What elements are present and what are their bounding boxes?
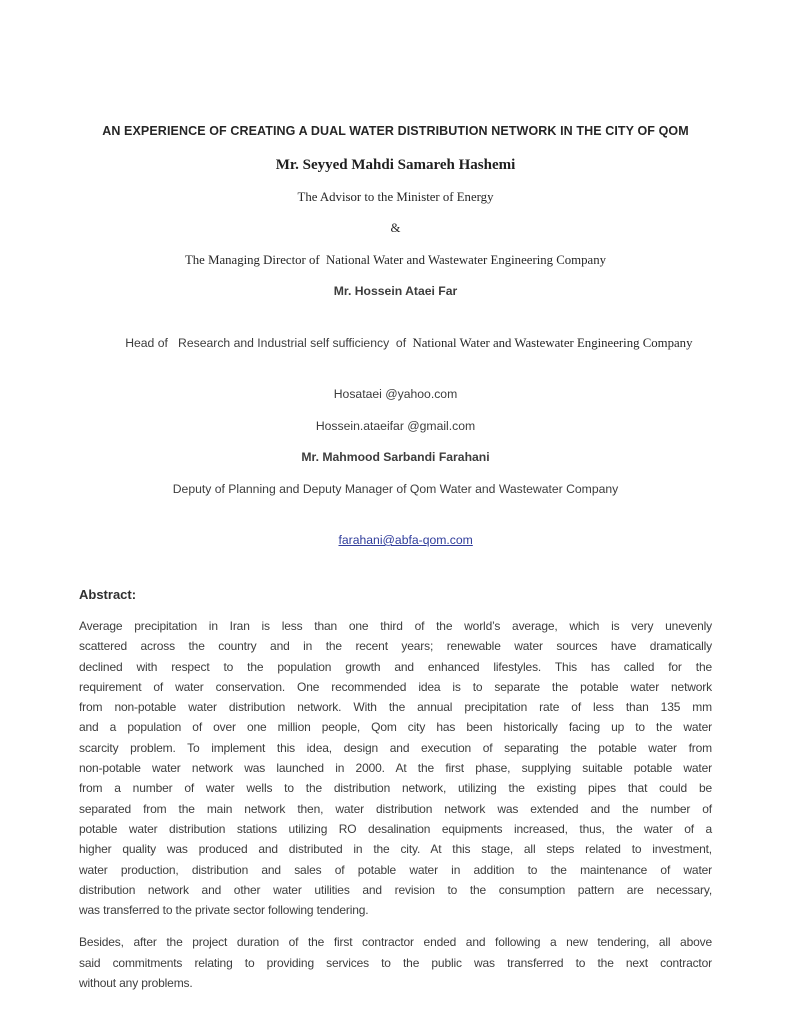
abstract-line: declined with respect to the population growth and enhanced lifestyles. This has called for the [79, 659, 712, 674]
author3-name: Mr. Mahmood Sarbandi Farahani [301, 450, 490, 464]
author1-name: Mr. Seyyed Mahdi Samareh Hashemi [275, 157, 516, 173]
abstract-line: requirement of water conservation. One recommended idea is to separate the potable water network [79, 679, 712, 694]
abstract-line: said commitments relating to providing services to the public was transferred to the next contractor [79, 955, 712, 970]
author2-email-gmail: Hossein.ataeifar @gmail.com [315, 418, 476, 433]
author2-role-line [79, 313, 712, 373]
abstract-line: scarcity problem. To implement this idea, design and execution of separating the potable water from [79, 740, 712, 755]
abstract-line: scattered across the country and in the recent years; renewable water sources have dramatically [79, 639, 712, 654]
abstract-line: without any problems. [79, 976, 193, 991]
abstract-paragraph-1 [79, 616, 712, 920]
author1-role-line1: The Advisor to the Minister of Energy [297, 189, 494, 204]
author2-email-yahoo: Hosataei @yahoo.com [333, 387, 458, 401]
abstract-line: higher quality was produced and distributed in the city. At this stage, all steps related to investment, [79, 842, 712, 857]
abstract-line: water production, distribution and sales of potable water in addition to the maintenance of water [79, 862, 712, 877]
author3-email-link[interactable]: farahani@abfa-qom.com [338, 533, 473, 547]
abstract-heading: Abstract: [79, 587, 137, 602]
author1-ampersand: & [390, 221, 401, 235]
abstract-line: from non-potable water distribution network. With the annual precipitation rate of less than 135 mm [79, 700, 712, 715]
author3-email-row [79, 510, 712, 570]
abstract-line: from a number of water wells to the distribution network, utilizing the existing pipes that could be [79, 781, 712, 796]
author2-name: Mr. Hossein Ataei Far [333, 284, 458, 298]
abstract-line: Besides, after the project duration of the first contractor ended and following a new tendering, all above [79, 935, 712, 950]
document-content [79, 0, 712, 993]
abstract-line: separated from the main network then, water distribution network was extended and the number of [79, 801, 712, 816]
abstract-line: Average precipitation in Iran is less than one third of the world’s average, which is very unevenly [79, 619, 712, 633]
author1-role-line2: The Managing Director of National Water and Wastewater Engineering Company [184, 252, 607, 267]
author3-role: Deputy of Planning and Deputy Manager of Qom Water and Wastewater Company [172, 481, 619, 496]
abstract-line: and a population of over one million people, Qom city has been historically facing up to the water [79, 720, 712, 735]
paper-title: AN EXPERIENCE OF CREATING A DUAL WATER DISTRIBUTION NETWORK IN THE CITY OF QOM [102, 124, 689, 138]
abstract-line: was transferred to the private sector following tendering. [79, 903, 369, 918]
author2-role-serif-part: National Water and Wastewater Engineering Company [406, 335, 693, 350]
abstract-line: non-potable water network was launched in 2000. At the first phase, supplying suitable potable water [79, 761, 712, 776]
abstract-line: distribution network and other water utilities and revision to the consumption pattern are necessary, [79, 882, 712, 897]
abstract-line: potable water distribution stations utilizing RO desalination equipments increased, thus, the water of a [79, 821, 712, 836]
author2-role-sans-part: Head of Research and Industrial self sufficiency of [125, 335, 407, 350]
abstract-paragraph-2 [79, 932, 712, 993]
